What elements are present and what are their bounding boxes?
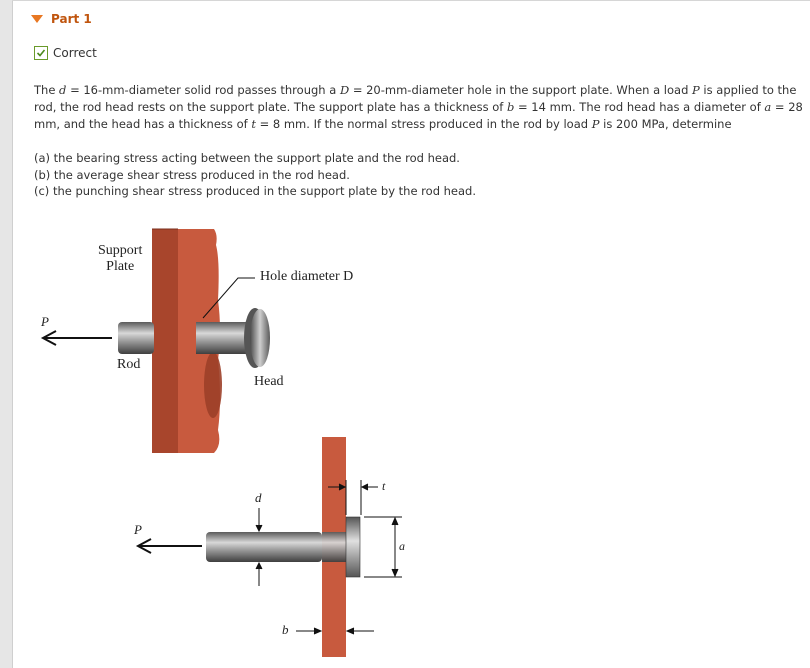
- dim-t-arrowhead-right: [362, 484, 368, 490]
- status-label: Correct: [53, 46, 97, 60]
- rod-label: Rod: [117, 357, 141, 372]
- dim-a-arrowhead-bottom: [392, 569, 398, 576]
- hole-diameter-label: Hole diameter D: [260, 269, 354, 284]
- support-plate-label-line2: Plate: [106, 259, 135, 274]
- var-P: P: [692, 83, 700, 97]
- var-t: t: [251, 117, 256, 131]
- dim-t-label: t: [382, 479, 386, 493]
- dim-d-arrowhead-bottom: [256, 563, 262, 569]
- question-c: (c) the punching shear stress produced in the support plate by the rod head.: [34, 184, 477, 198]
- var-D: D: [339, 83, 350, 97]
- var-P: P: [591, 117, 600, 131]
- problem-text: is applied to the rod, the rod head rests on the support plate. The support plate has a thickness of: [34, 83, 797, 114]
- problem-text: = 16-mm-diameter solid rod passes through a: [66, 83, 340, 97]
- rod-head-section: [346, 517, 360, 577]
- dim-b-label: b: [282, 622, 289, 637]
- dim-a-label: a: [399, 539, 405, 553]
- dim-b-arrowhead-left: [314, 628, 321, 634]
- support-plate-label: [98, 243, 142, 275]
- load-label-bottom: P: [134, 522, 142, 537]
- problem-text: = 20-mm-diameter hole in the support plate. When a load: [349, 83, 693, 97]
- var-a: a: [764, 100, 772, 114]
- part-title[interactable]: Part 1: [51, 12, 92, 26]
- problem-text: is 200 MPa, determine: [599, 117, 732, 131]
- rod-left-segment: [118, 322, 154, 354]
- dim-b-arrowhead-right: [347, 628, 354, 634]
- problem-text: The: [34, 83, 60, 97]
- load-label-top: P: [41, 314, 49, 329]
- dim-d-arrowhead-top: [256, 525, 262, 531]
- rod-head-face: [250, 309, 270, 367]
- var-d: d: [59, 83, 67, 97]
- rod-section-left: [206, 532, 322, 562]
- problem-text: = 8 mm. If the normal stress produced in the rod by load: [255, 117, 592, 131]
- problem-text: = 14 mm. The rod head has a diameter of: [514, 100, 765, 114]
- dim-d-label: d: [255, 490, 262, 505]
- dim-a-arrowhead-top: [392, 518, 398, 525]
- var-b: b: [506, 100, 515, 114]
- question-b: (b) the average shear stress produced in the rod head.: [34, 167, 350, 182]
- question-a: (a) the bearing stress acting between the support plate and the rod head.: [34, 151, 460, 165]
- rod-section-in-plate: [322, 532, 346, 562]
- head-label: Head: [254, 374, 284, 389]
- problem-text: = 28 mm, and the head has a thickness of: [34, 100, 803, 131]
- support-plate-label-line1: Support: [98, 243, 143, 258]
